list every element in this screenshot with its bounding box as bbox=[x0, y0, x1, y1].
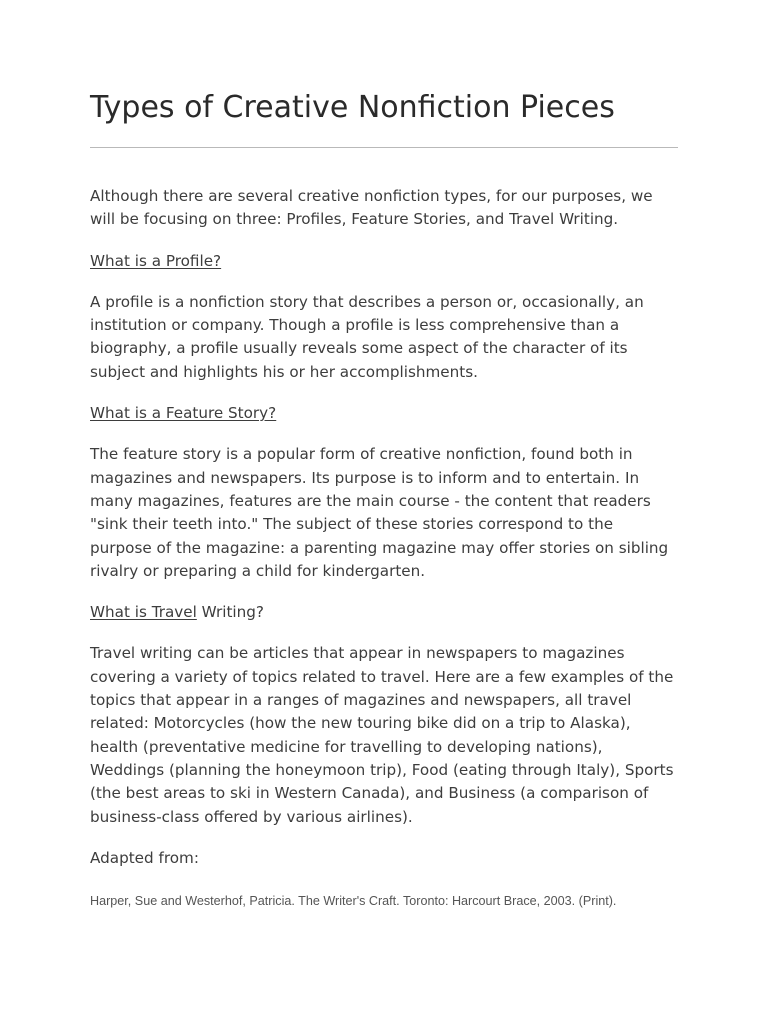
document-body bbox=[90, 185, 678, 928]
travel-heading bbox=[90, 601, 678, 624]
profile-paragraph: A profile is a nonfiction story that describes a person or, occasionally, an institution or company. Though a profile is less comprehensive than a biography, a profile usually reveals some aspect of the character of its subject and highlights his or her accomplishments. bbox=[90, 292, 644, 381]
feature-heading-text: What is a Feature Story? bbox=[90, 404, 277, 423]
page-title: Types of Creative Nonfiction Pieces bbox=[90, 90, 615, 125]
intro-paragraph: Although there are several creative nonfiction types, for our purposes, we will be focusing on three: Profiles, Feature Stories, and Travel Writing. bbox=[90, 187, 653, 229]
profile-heading-text: What is a Profile? bbox=[90, 251, 222, 270]
feature-paragraph: The feature story is a popular form of creative nonfiction, found both in magazines and newspapers. Its purpose is to inform and to entertain. In many magazines, features are the main course - the content that readers "sink their teeth into." The subject of these stories correspond to the purpose of the magazine: a parenting magazine may offer stories on sibling rivalry or preparing a child for kindergarten. bbox=[90, 445, 669, 580]
citation: Harper, Sue and Westerhof, Patricia. The Writer's Craft. Toronto: Harcourt Brace, 2003. (Print). bbox=[90, 894, 617, 909]
travel-paragraph: Travel writing can be articles that appear in newspapers to magazines covering a variety of topics related to travel. Here are a few examples of the topics that appear in a ranges of magazines and newspapers, all travel related: Motorcycles (how the new touring bike did on a trip to Alaska), health (preventative medicine for travelling to developing nations), Weddings (planning the honeymoon trip), Food (eating through Italy), Sports (the best areas to ski in Western Canada), and Business (a comparison of business-class offered by various airlines). bbox=[90, 644, 674, 826]
feature-heading bbox=[90, 402, 678, 425]
title-divider bbox=[90, 147, 678, 148]
travel-heading-rest: Writing? bbox=[196, 603, 264, 622]
adapted-label: Adapted from: bbox=[90, 848, 199, 867]
travel-heading-underlined: What is Travel bbox=[90, 603, 197, 622]
profile-heading bbox=[90, 250, 678, 273]
